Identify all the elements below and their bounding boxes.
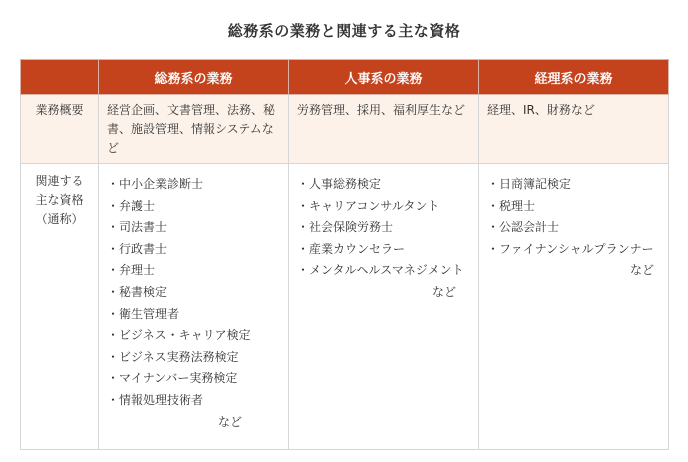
qualification-item: ・ 産業カウンセラー xyxy=(297,239,470,261)
overview-accounting: 経理、IR、財務など xyxy=(479,95,669,164)
qualification-item: ・ ビジネス・キャリア検定 xyxy=(107,325,280,347)
qualification-item: ・ メンタルヘルスマネジメント xyxy=(297,260,470,282)
qualification-item: ・ 司法書士 xyxy=(107,217,280,239)
qualification-item: ・ ビジネス実務法務検定 xyxy=(107,347,280,369)
qualifications-accounting xyxy=(479,164,669,450)
qualification-item: ・ 弁理士 xyxy=(107,260,280,282)
qualification-item: ・ 税理士 xyxy=(487,196,660,218)
header-general-affairs: 総務系の業務 xyxy=(99,60,289,95)
page-title: 総務系の業務と関連する主な資格 xyxy=(227,22,461,40)
table-header-row xyxy=(21,60,669,95)
overview-human-resources: 労務管理、採用、福利厚生など xyxy=(289,95,479,164)
qualifications-row xyxy=(21,164,669,450)
etc-label: など xyxy=(629,263,654,278)
qualification-item: ・ 公認会計士 xyxy=(487,217,660,239)
qualification-item: ・ 秘書検定 xyxy=(107,282,280,304)
header-accounting: 経理系の業務 xyxy=(479,60,669,95)
qualifications-label-line: （通称） xyxy=(35,212,84,226)
qualification-item: ・ 衛生管理者 xyxy=(107,304,280,326)
qualifications-human-resources xyxy=(289,164,479,450)
qualifications-general-affairs xyxy=(99,164,289,450)
qualification-item: ・ 行政書士 xyxy=(107,239,280,261)
qualification-item: ・ 人事総務検定 xyxy=(297,174,470,196)
qualifications-label-line: 主な資格 xyxy=(35,193,84,207)
qualification-list-human-resources xyxy=(297,174,470,282)
qualification-item: ・ マイナンバー実務検定 xyxy=(107,368,280,390)
qualification-list-accounting xyxy=(487,174,660,260)
qualification-list-general-affairs xyxy=(107,174,280,412)
etc-label: など xyxy=(217,414,242,429)
qualification-item: ・ 中小企業診断士 xyxy=(107,174,280,196)
overview-general-affairs: 経営企画、文書管理、法務、秘書、施設管理、情報システムなど xyxy=(99,95,289,164)
qualification-item: ・ 社会保険労務士 xyxy=(297,217,470,239)
qualification-item: ・ キャリアコンサルタント xyxy=(297,196,470,218)
overview-label: 業務概要 xyxy=(21,95,99,164)
qualifications-label xyxy=(21,164,99,450)
qualification-item: ・ 弁護士 xyxy=(107,196,280,218)
qualification-table xyxy=(20,59,669,450)
qualifications-label-line: 関連する xyxy=(35,174,84,188)
qualification-item: ・ 情報処理技術者 xyxy=(107,390,280,412)
qualification-item: ・ 日商簿記検定 xyxy=(487,174,660,196)
header-corner-cell xyxy=(21,60,99,95)
etc-label: など xyxy=(431,284,456,299)
header-human-resources: 人事系の業務 xyxy=(289,60,479,95)
overview-row xyxy=(21,95,669,164)
qualification-item: ・ ファイナンシャルプランナー xyxy=(487,239,660,261)
